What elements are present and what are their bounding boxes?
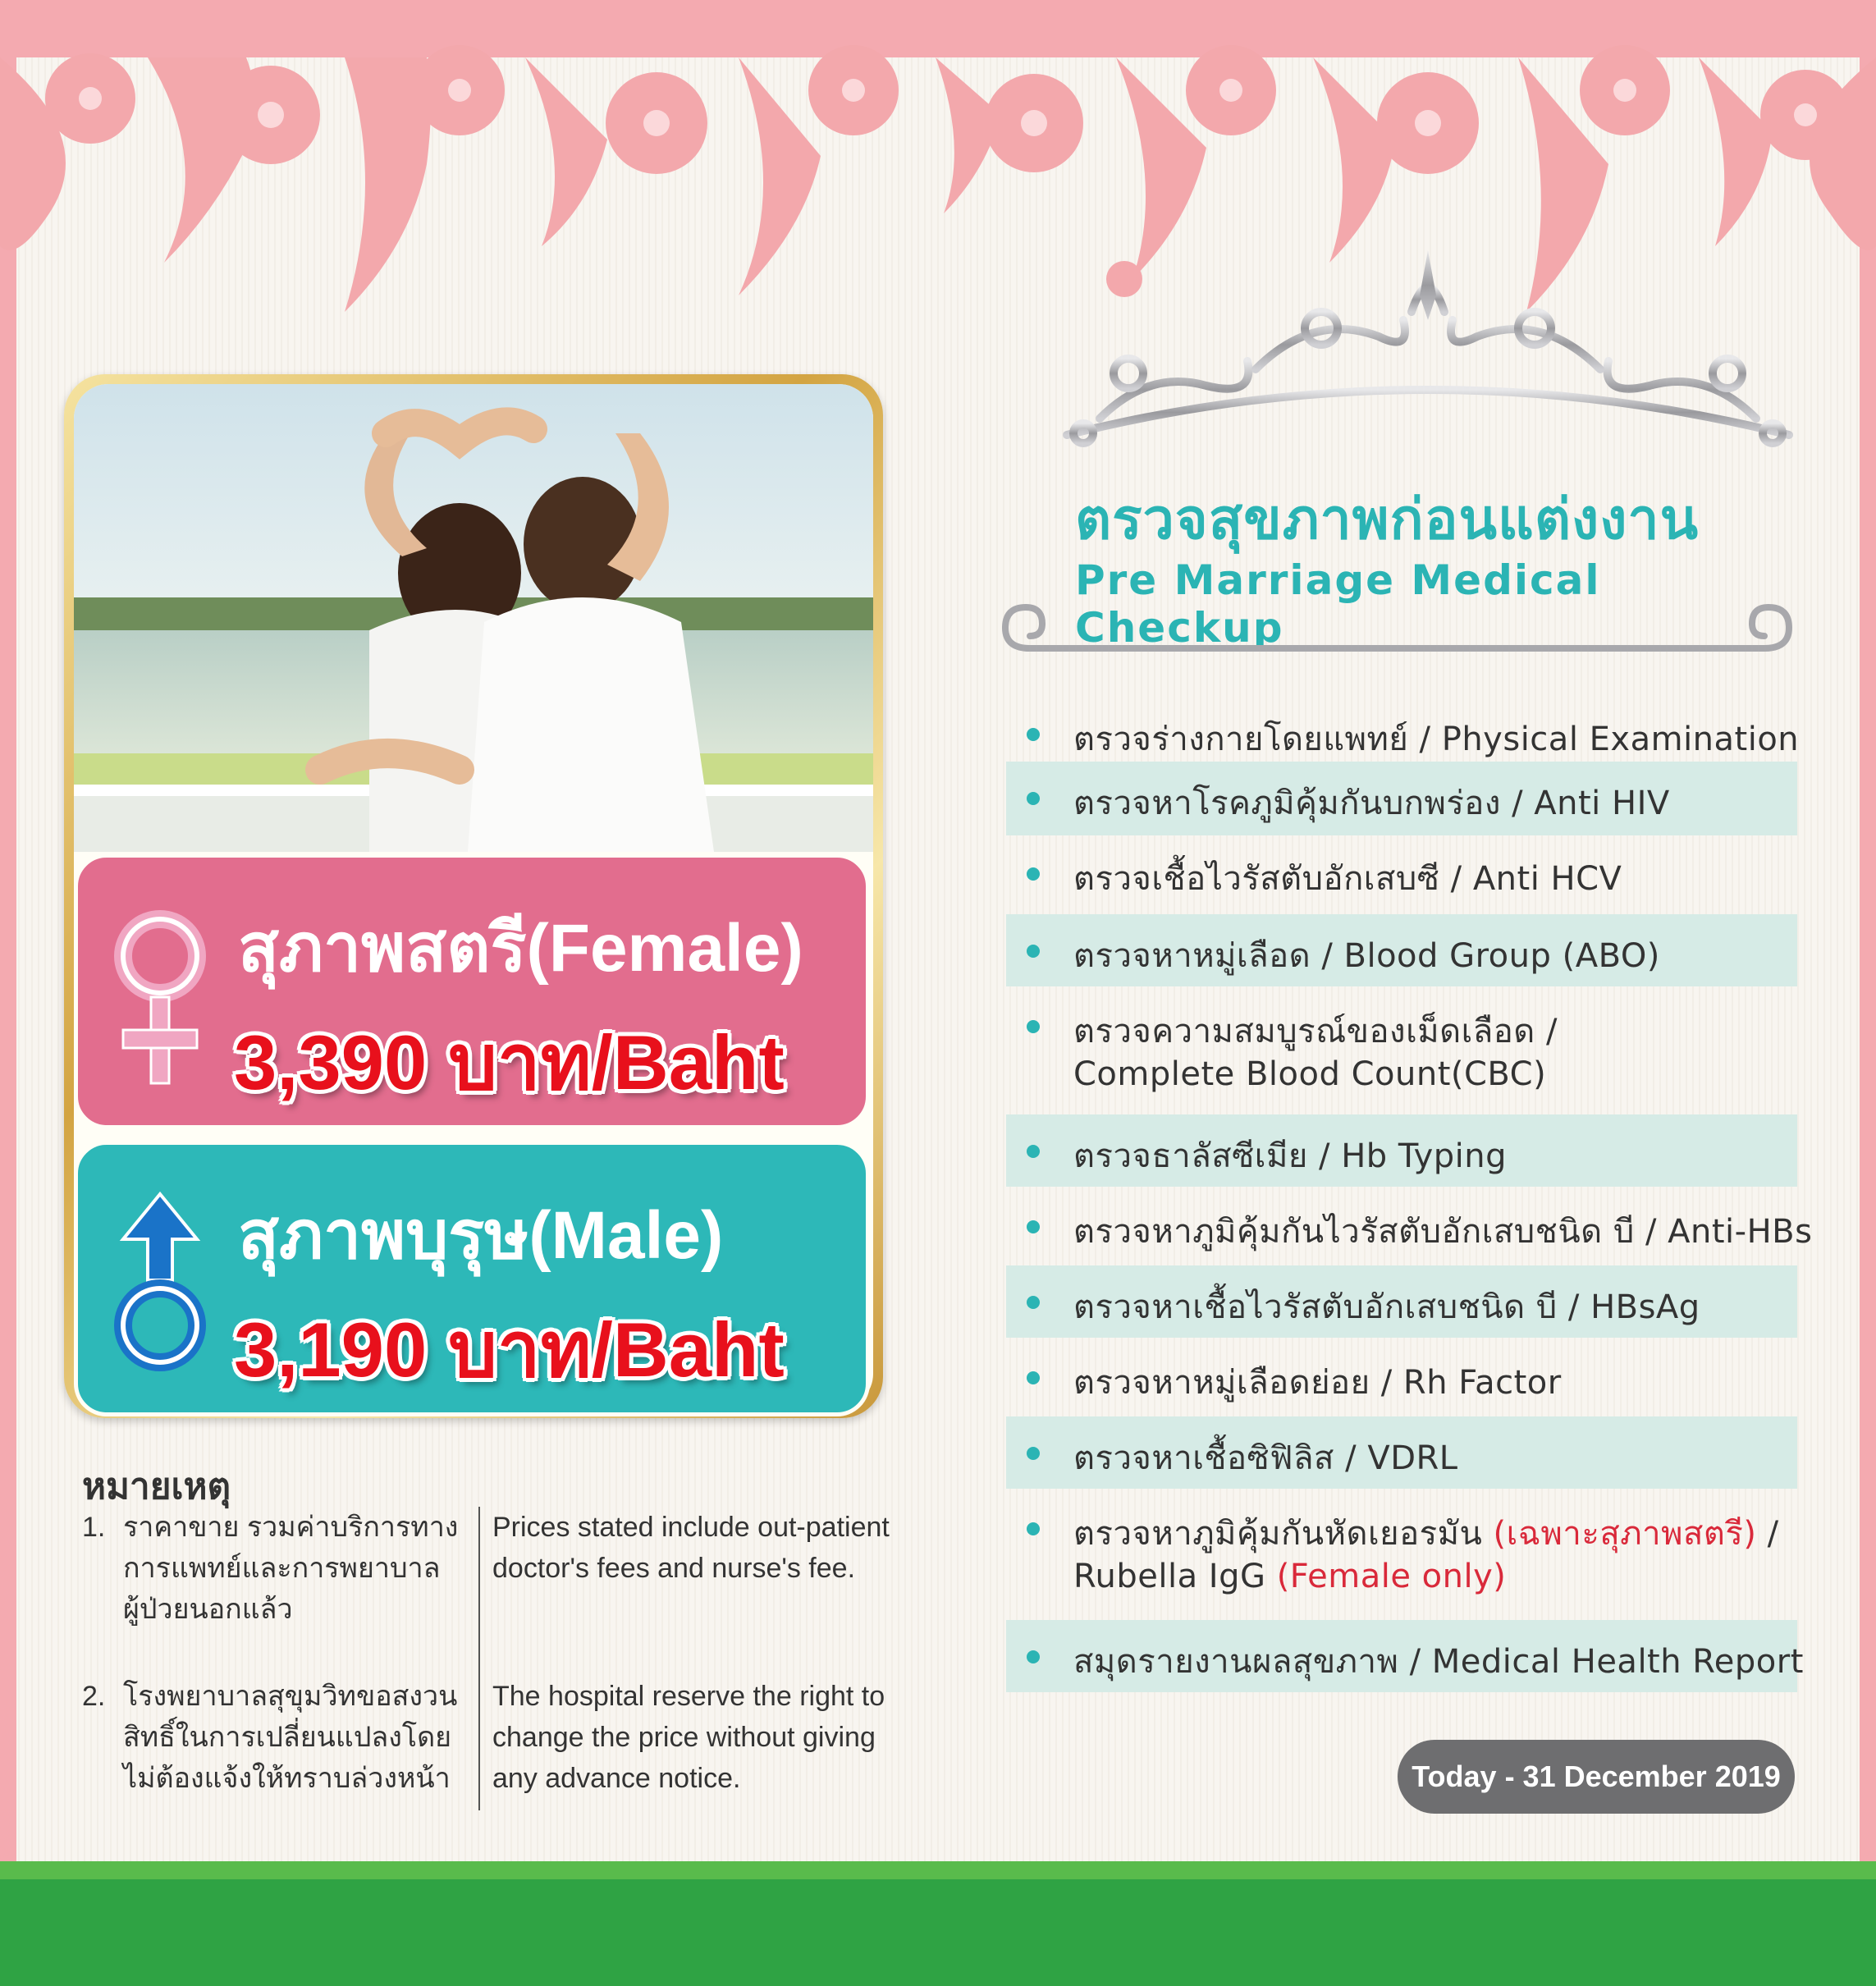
female-only-note: (เฉพาะสุภาพสตรี) <box>1493 1515 1757 1553</box>
bullet-icon <box>1027 728 1040 741</box>
male-symbol-icon <box>111 1190 209 1379</box>
list-item-text: ตรวจหาภูมิคุ้มกันไวรัสตับอักเสบชนิด บี / Anti-HBs <box>1073 1213 1813 1251</box>
bullet-icon <box>1027 1020 1040 1033</box>
list-item <box>1006 1341 1797 1413</box>
list-item-text: สมุดรายงานผลสุขภาพ / Medical Health Report <box>1073 1643 1804 1681</box>
male-package-card[interactable] <box>74 1141 870 1416</box>
list-item-text: ตรวจหาหมู่เลือด / Blood Group (ABO) <box>1073 937 1660 975</box>
list-item-text-part: / <box>1756 1515 1779 1553</box>
note-thai-line: ไม่ต้องแจ้งให้ทราบล่วงหน้า <box>123 1763 451 1794</box>
date-badge: Today - 31 December 2019 <box>1398 1740 1795 1814</box>
list-item <box>1006 698 1800 771</box>
list-item-text: ตรวจหาเชื้อไวรัสตับอักเสบชนิด บี / HBsAg <box>1073 1288 1700 1326</box>
note-thai <box>123 1507 468 1630</box>
list-item <box>1006 837 1797 911</box>
list-item-text: ตรวจความสมบูรณ์ของเม็ดเลือด / <box>1073 1013 1558 1050</box>
note-english <box>492 1507 952 1589</box>
list-item-text: Complete Blood Count(CBC) <box>1073 1055 1547 1093</box>
female-symbol-icon <box>111 903 209 1091</box>
note-number: 1. <box>82 1512 106 1543</box>
note-thai-line: การแพทย์และการพยาบาล <box>123 1553 441 1584</box>
bullet-icon <box>1027 1522 1040 1535</box>
list-item-text <box>1073 1558 1506 1595</box>
note-thai-line: ราคาขาย รวมค่าบริการทาง <box>123 1512 459 1543</box>
female-package-card[interactable] <box>74 853 870 1129</box>
list-item-text: ตรวจหาเชื้อซิฟิลิส / VDRL <box>1073 1439 1458 1477</box>
list-item-text <box>1073 1507 1779 1559</box>
list-item <box>1006 1416 1797 1489</box>
bullet-icon <box>1027 1296 1040 1309</box>
title-english: Pre Marriage Medical Checkup <box>1075 556 1601 652</box>
list-item-text: ตรวจหาหมู่เลือดย่อย / Rh Factor <box>1073 1364 1562 1402</box>
note-english <box>492 1676 952 1799</box>
list-item <box>1006 1620 1804 1692</box>
note-thai-line: ผู้ป่วยนอกแล้ว <box>123 1594 293 1625</box>
notes-title: หมายเหตุ <box>82 1467 231 1507</box>
list-item <box>1006 1190 1813 1262</box>
couple-photo <box>74 384 873 852</box>
footer-band <box>0 1861 1876 1986</box>
note-thai-line: โรงพยาบาลสุขุมวิทขอสงวน <box>123 1681 458 1712</box>
male-package-price: 3,190 บาท/Baht <box>234 1306 785 1393</box>
bullet-icon <box>1027 867 1040 881</box>
list-item <box>1006 914 1797 986</box>
bullet-icon <box>1027 1220 1040 1233</box>
bullet-icon <box>1027 945 1040 958</box>
note-english-line: any advance notice. <box>492 1763 741 1794</box>
list-item <box>1006 762 1797 835</box>
bullet-icon <box>1027 1145 1040 1158</box>
female-package-title: สุภาพสตรี(Female) <box>238 911 803 986</box>
note-english-line: Prices stated include out-patient <box>492 1512 890 1543</box>
list-item <box>1006 1265 1797 1338</box>
note-number: 2. <box>82 1681 106 1712</box>
list-item <box>1006 1492 1797 1615</box>
list-item-text-part: Rubella IgG <box>1073 1558 1277 1595</box>
list-item <box>1006 990 1797 1113</box>
title-thai: ตรวจสุขภาพก่อนแต่งงาน <box>1075 488 1700 551</box>
note-english-line: change the price without giving <box>492 1722 876 1753</box>
note-english-line: The hospital reserve the right to <box>492 1681 885 1712</box>
female-only-note: (Female only) <box>1276 1558 1507 1595</box>
footer-band-highlight <box>0 1861 1876 1879</box>
note-english-line: doctor's fees and nurse's fee. <box>492 1553 856 1584</box>
tiara-ornament <box>1050 246 1805 468</box>
bullet-icon <box>1027 1447 1040 1460</box>
male-package-title: สุภาพบุรุษ(Male) <box>238 1198 724 1273</box>
list-item-text: ตรวจหาโรคภูมิคุ้มกันบกพร่อง / Anti HIV <box>1073 785 1670 822</box>
list-item-text-part: ตรวจหาภูมิคุ้มกันหัดเยอรมัน <box>1073 1515 1494 1553</box>
list-item-text: ตรวจเชื้อไวรัสตับอักเสบซี / Anti HCV <box>1073 860 1622 898</box>
notes-divider <box>478 1507 480 1810</box>
bullet-icon <box>1027 1650 1040 1663</box>
list-item-text: ตรวจร่างกายโดยแพทย์ / Physical Examination <box>1073 721 1800 758</box>
note-thai <box>123 1676 468 1799</box>
bullet-icon <box>1027 1371 1040 1384</box>
scroll-divider <box>997 591 1797 657</box>
note-thai-line: สิทธิ์ในการเปลี่ยนแปลงโดย <box>123 1722 452 1753</box>
list-item-text: ตรวจธาลัสซีเมีย / Hb Typing <box>1073 1137 1507 1175</box>
bullet-icon <box>1027 792 1040 805</box>
female-package-price: 3,390 บาท/Baht <box>234 1019 785 1105</box>
list-item <box>1006 1114 1797 1187</box>
